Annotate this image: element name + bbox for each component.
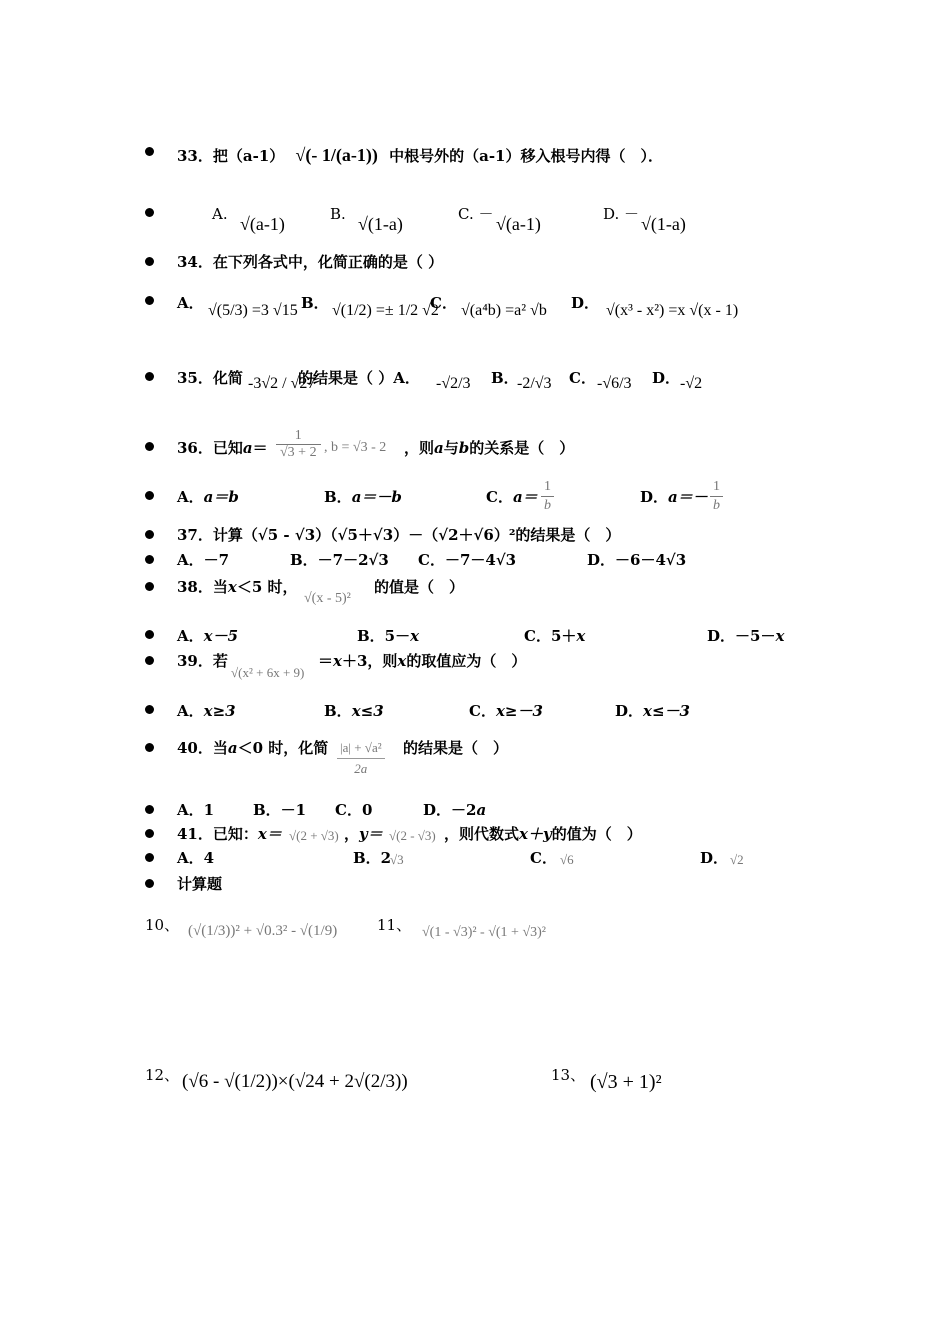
bullet bbox=[145, 705, 154, 714]
q33-stem-expr: √(- 1/(a-1)) bbox=[295, 145, 378, 165]
bullet bbox=[145, 879, 154, 888]
q38-expr: √(x - 5)² bbox=[304, 591, 351, 606]
q36-var-a2: a bbox=[434, 439, 444, 457]
q34-option-b: B． bbox=[301, 294, 329, 312]
q35-stem-tail: 的结果是（ ）A． bbox=[298, 369, 420, 387]
problem-13-label: 13、 bbox=[551, 1066, 586, 1084]
q37-option-d: D．－6－4√3 bbox=[587, 551, 687, 569]
q35-option-a-expr: -√2/3 bbox=[436, 375, 471, 392]
q36-stem-b: ，则 bbox=[404, 439, 435, 457]
problem-11-label: 11、 bbox=[377, 916, 412, 934]
q36-eq: ＝ bbox=[252, 439, 268, 457]
q37-option-c: C．－7－4√3 bbox=[418, 551, 517, 569]
q36-stem-c: 与 bbox=[443, 439, 459, 457]
q35-option-d: D． bbox=[652, 369, 681, 387]
q36-option-d-frac: 1 b bbox=[710, 478, 723, 515]
q34-option-c-expr: √(a⁴b) =a² √b bbox=[461, 302, 547, 319]
q35-option-b: B． bbox=[491, 369, 519, 387]
q34-option-a-expr: √(5/3) =3 √15 bbox=[208, 302, 298, 319]
bullet bbox=[145, 372, 154, 381]
q36-frac-num: 1 bbox=[276, 428, 321, 445]
q38-stem-tail: 的值是（ ） bbox=[374, 578, 465, 596]
q40-option-b: B．－1 bbox=[253, 801, 307, 819]
problem-10-label: 10、 bbox=[145, 916, 180, 934]
q38-option-a: A．x－5 bbox=[177, 627, 239, 645]
q40-expr-den: 2a bbox=[354, 761, 368, 776]
q33-option-a-expr: √(a-1) bbox=[240, 214, 285, 234]
bullet bbox=[145, 147, 154, 156]
q41-y-part: ，y＝ bbox=[344, 825, 383, 843]
q33-option-d-expr: √(1-a) bbox=[641, 214, 686, 234]
q41-x-expr: √(2 + √3) bbox=[289, 828, 339, 843]
q36-option-a: A．a＝b bbox=[177, 488, 239, 506]
q40-option-a: A．1 bbox=[177, 801, 215, 819]
q41-option-b-expr: √3 bbox=[390, 852, 404, 867]
q34-stem: 34．在下列各式中，化简正确的是（ ） bbox=[177, 253, 444, 271]
bullet bbox=[145, 555, 154, 564]
q40-option-d: D．－2a bbox=[423, 801, 487, 819]
q40-stem-tail: 的结果是（ ） bbox=[403, 739, 509, 757]
q37-stem: 37．计算（√5 - √3）（√5＋√3）－（√2＋√6）²的结果是（ ） bbox=[177, 526, 621, 544]
problem-11-expr: √(1 - √3)² - √(1 + √3)² bbox=[422, 925, 546, 940]
q41-option-d: D． bbox=[700, 849, 729, 867]
q33-option-a: A. bbox=[212, 205, 228, 223]
q33-option-b-expr: √(1-a) bbox=[358, 214, 403, 234]
q39-expr: √(x² + 6x + 9) bbox=[231, 665, 305, 680]
bullet bbox=[145, 805, 154, 814]
bullet bbox=[145, 656, 154, 665]
bullet bbox=[145, 582, 154, 591]
q36-frac-den: √3 + 2 bbox=[280, 445, 317, 460]
q36-var-a: a bbox=[242, 439, 253, 457]
bullet bbox=[145, 296, 154, 305]
q33-option-d: D. － bbox=[603, 205, 640, 223]
problem-10-expr: (√(1/3))² + √0.3² - √(1/9) bbox=[188, 923, 338, 939]
q36-stem bbox=[177, 439, 268, 457]
problem-13-expr: (√3 + 1)² bbox=[590, 1071, 662, 1093]
q39-stem-tail: ＝x＋3，则x的取值应为（ ） bbox=[318, 652, 527, 670]
q40-expr bbox=[337, 738, 385, 779]
q40-expr-num: |a| + √a² bbox=[337, 738, 385, 759]
q36-option-b: B．a＝－b bbox=[324, 488, 402, 506]
q37-option-b: B．－7－2√3 bbox=[290, 551, 389, 569]
q40-option-c: C．0 bbox=[335, 801, 373, 819]
bullet bbox=[145, 630, 154, 639]
q36-option-c-frac: 1 b bbox=[541, 478, 554, 515]
q36-option-d: D．a＝－ bbox=[640, 488, 708, 506]
q35-option-b-expr: -2/√3 bbox=[517, 375, 552, 392]
bullet bbox=[145, 530, 154, 539]
q36-var-b: b bbox=[458, 439, 470, 457]
q41-option-b: B．2 bbox=[353, 849, 392, 867]
q35-stem: 35．化简 bbox=[177, 369, 243, 387]
q33-option-c-expr: √(a-1) bbox=[496, 214, 541, 234]
q35-stem-expr: -3√2 / √27 bbox=[248, 375, 316, 392]
bullet bbox=[145, 743, 154, 752]
bullet bbox=[145, 257, 154, 266]
q37-option-a: A．－7 bbox=[177, 551, 230, 569]
q41-y-expr: √(2 - √3) bbox=[389, 828, 436, 843]
q36-stem-d: 的关系是（ ） bbox=[469, 439, 575, 457]
q36-stem-a: 36．已知 bbox=[177, 439, 243, 457]
q35-option-c-expr: -√6/3 bbox=[597, 375, 632, 392]
bullet bbox=[145, 442, 154, 451]
q39-option-a: A．x≥3 bbox=[177, 702, 236, 720]
q39-stem-a: 39．若 bbox=[177, 652, 228, 670]
q35-option-c: C． bbox=[569, 369, 596, 387]
q41-option-d-expr: √2 bbox=[730, 852, 744, 867]
q34-option-b-expr: √(1/2) =± 1/2 √2 bbox=[332, 302, 439, 319]
q39-option-d: D．x≤－3 bbox=[615, 702, 690, 720]
q36-option-c: C．a＝ bbox=[486, 488, 538, 506]
q41-option-c-expr: √6 bbox=[560, 852, 574, 867]
bullet bbox=[145, 829, 154, 838]
calc-section-title: 计算题 bbox=[177, 875, 223, 893]
q41-option-c: C． bbox=[530, 849, 557, 867]
q39-option-b: B．x≤3 bbox=[324, 702, 384, 720]
q36-stem-tail bbox=[404, 439, 574, 457]
q35-option-d-expr: -√2 bbox=[680, 375, 703, 392]
q33-stem: 33．把（a-1） √(- 1/(a-1)) 中根号外的（a-1）移入根号内得（ ）． bbox=[177, 145, 663, 165]
q41-stem-tail: ，则代数式x＋y的值为（ ） bbox=[444, 825, 642, 843]
q33-option-c: C. － bbox=[458, 205, 494, 223]
q39-option-c: C．x≥－3 bbox=[469, 702, 543, 720]
q38-option-b: B．5－x bbox=[357, 627, 420, 645]
q36-frac bbox=[276, 428, 321, 461]
bullet bbox=[145, 491, 154, 500]
q34-option-c: C． bbox=[430, 294, 457, 312]
q38-option-d: D．－5－x bbox=[707, 627, 785, 645]
q40-stem: 40．当a＜0 时，化简 bbox=[177, 739, 329, 757]
bullet bbox=[145, 853, 154, 862]
q36-b-expr: , b = √3 - 2 bbox=[324, 440, 387, 455]
problem-12-expr: (√6 - √(1/2))×(√24 + 2√(2/3)) bbox=[182, 1071, 408, 1092]
q41-stem: 41．已知：x＝ bbox=[177, 825, 282, 843]
q34-option-d-expr: √(x³ - x²) =x √(x - 1) bbox=[606, 302, 739, 319]
problem-12-label: 12、 bbox=[145, 1066, 180, 1084]
q34-option-d: D． bbox=[571, 294, 600, 312]
q34-option-a: A． bbox=[177, 294, 204, 312]
bullet bbox=[145, 208, 154, 217]
q38-stem: 38．当x＜5 时， bbox=[177, 578, 298, 596]
q38-option-c: C．5＋x bbox=[524, 627, 586, 645]
q41-option-a: A．4 bbox=[177, 849, 215, 867]
q33-option-b: B. bbox=[330, 205, 346, 223]
